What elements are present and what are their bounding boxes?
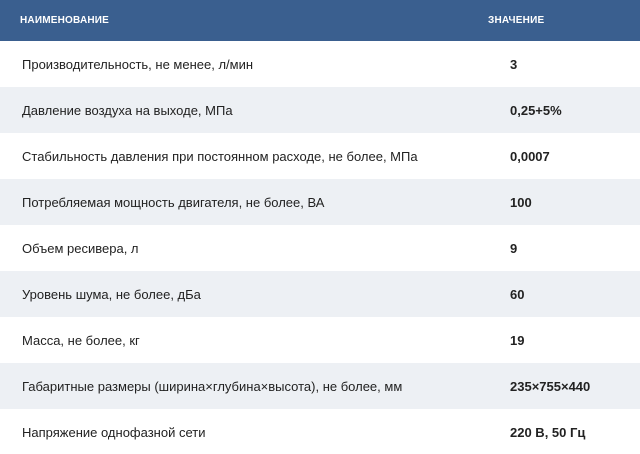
row-name: Объем ресивера, л: [22, 240, 139, 256]
row-name: Напряжение однофазной сети: [22, 424, 206, 440]
row-name: Габаритные размеры (ширина×глубина×высота), не более, мм: [22, 378, 403, 394]
table-row: [0, 363, 640, 409]
row-name: Давление воздуха на выходе, МПа: [22, 102, 233, 118]
row-name: Производительность, не менее, л/мин: [22, 56, 254, 72]
row-value: 220 В, 50 Гц: [510, 424, 586, 440]
row-name: Масса, не более, кг: [22, 332, 140, 348]
row-name: Потребляемая мощность двигателя, не более, ВА: [22, 194, 325, 210]
table-row: [0, 41, 640, 87]
row-value: 9: [510, 240, 518, 256]
table-row: [0, 271, 640, 317]
table-header: [0, 0, 640, 41]
table-row: [0, 87, 640, 133]
table-row: [0, 317, 640, 363]
row-name: Уровень шума, не более, дБа: [22, 286, 201, 302]
header-value-column: ЗНАЧЕНИЕ: [488, 15, 545, 26]
row-value: 0,25+5%: [510, 102, 562, 118]
table-row: [0, 133, 640, 179]
table-row: [0, 179, 640, 225]
row-value: 0,0007: [510, 148, 550, 164]
row-value: 3: [510, 56, 518, 72]
row-name: Стабильность давления при постоянном расходе, не более, МПа: [22, 148, 418, 164]
table-row: [0, 225, 640, 271]
row-value: 60: [510, 286, 525, 302]
table-row: [0, 409, 640, 454]
header-name-column: НАИМЕНОВАНИЕ: [20, 15, 110, 26]
row-value: 100: [510, 194, 532, 210]
row-value: 235×755×440: [510, 378, 591, 394]
row-value: 19: [510, 332, 525, 348]
